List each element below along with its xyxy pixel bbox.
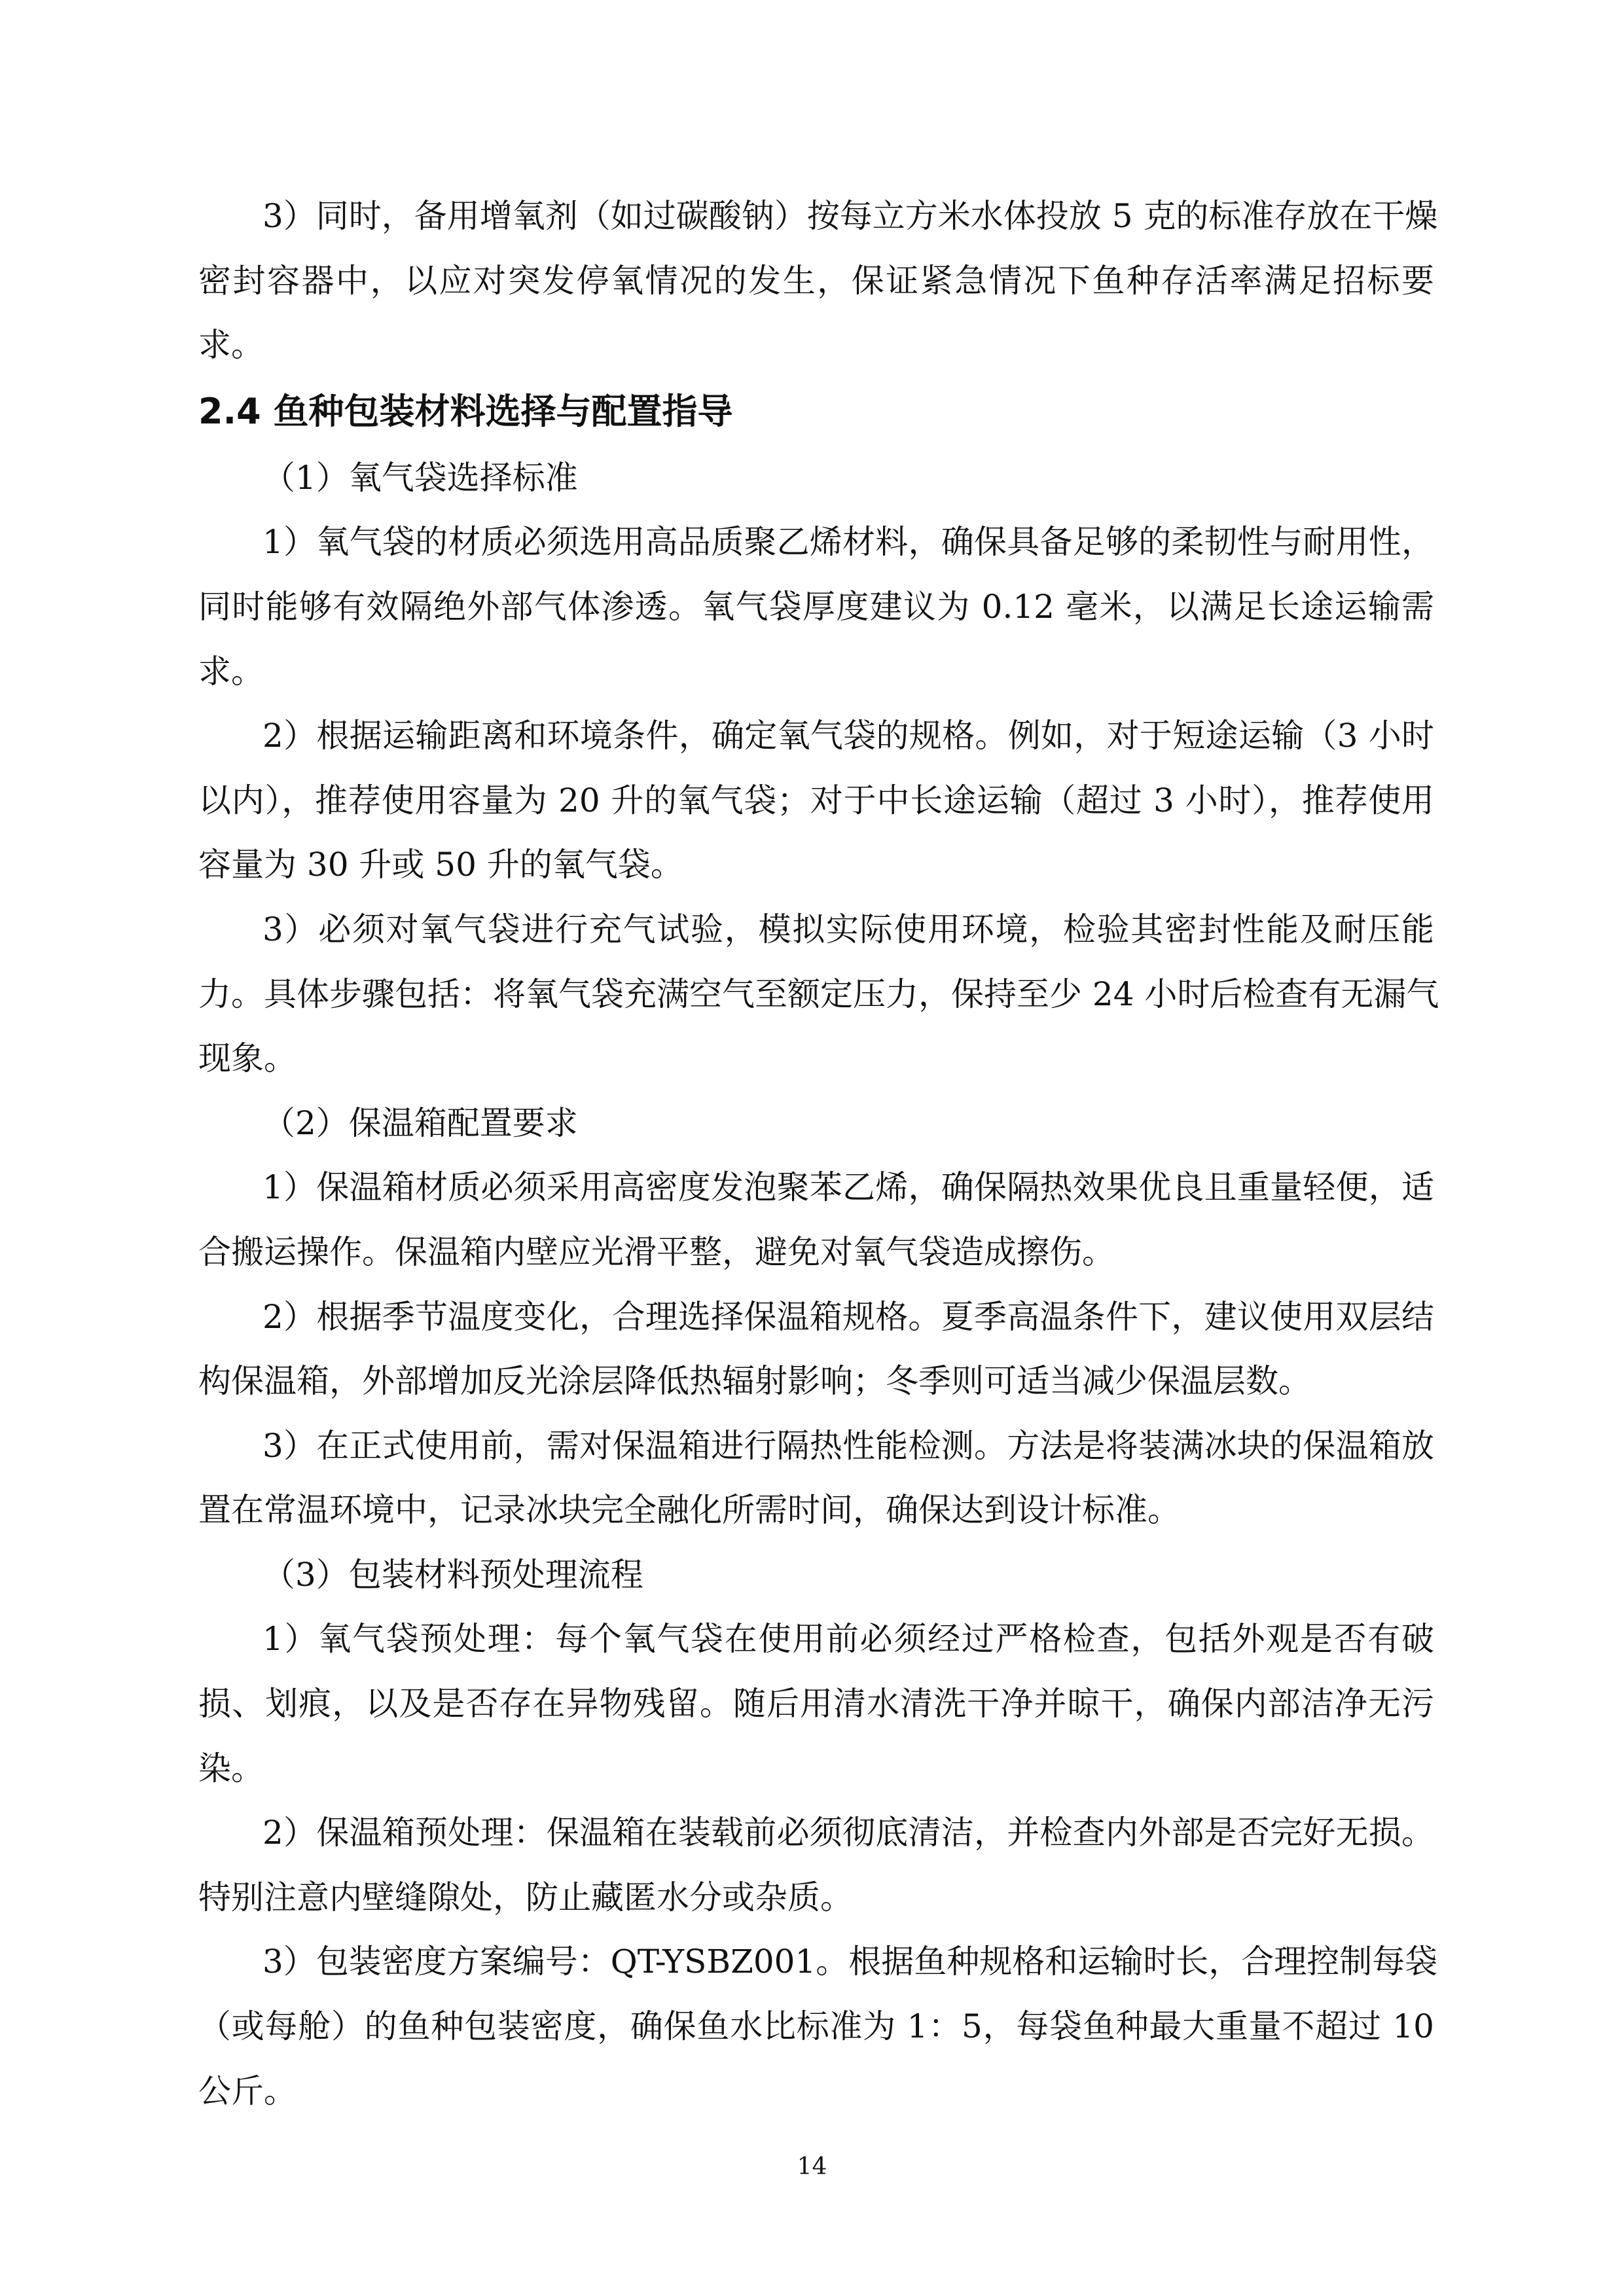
document-body <box>198 184 1439 2123</box>
paragraph <box>198 1285 1434 1414</box>
paragraph-line: （或每舱）的鱼种包装密度，确保鱼水比标准为 1：5，每袋鱼种最大重量不超过 10 <box>198 2007 1434 2046</box>
paragraph-line: 现象。 <box>198 1039 297 1078</box>
paragraph-line: 构保温箱，外部增加反光涂层降低热辐射影响；冬季则可适当减少保温层数。 <box>198 1362 1311 1401</box>
paragraph <box>198 1414 1434 1543</box>
paragraph-line: 置在常温环境中，记录冰块完全融化所需时间，确保达到设计标准。 <box>198 1491 1180 1530</box>
paragraph-line: 以内），推荐使用容量为 20 升的氧气袋；对于中长途运输（超过 3 小时），推荐使用 <box>198 781 1434 819</box>
paragraph-line: 力。具体步骤包括：将氧气袋充满空气至额定压力，保持至少 24 小时后检查有无漏气 <box>198 975 1439 1013</box>
paragraph-line: 3）同时，备用增氧剂（如过碳酸钠）按每立方米水体投放 5 克的标准存放在干燥 <box>262 197 1438 235</box>
paragraph <box>198 1607 1434 1801</box>
paragraph-line: 1）氧气袋的材质必须选用高品质聚乙烯材料，确保具备足够的柔韧性与耐用性， <box>262 523 1434 562</box>
paragraph-line: 特别注意内壁缝隙处，防止藏匿水分或杂质。 <box>198 1878 853 1916</box>
section-heading: 2.4 鱼种包装材料选择与配置指导 <box>198 390 733 432</box>
paragraph-line: 合搬运操作。保温箱内壁应光滑平整，避免对氧气袋造成擦伤。 <box>198 1232 1115 1271</box>
paragraph-line: 2）保温箱预处理：保温箱在装载前必须彻底清洁，并检查内外部是否完好无损。 <box>262 1814 1434 1852</box>
paragraph <box>198 184 1438 378</box>
paragraph-line: 2）根据运输距离和环境条件，确定氧气袋的规格。例如，对于短途运输（3 小时 <box>262 717 1434 755</box>
subsection-title: （1）氧气袋选择标准 <box>262 458 578 497</box>
paragraph <box>198 1155 1434 1284</box>
paragraph-line: 染。 <box>198 1749 264 1787</box>
paragraph <box>198 510 1434 704</box>
paragraph-line: 3）包装密度方案编号：QT-YSBZ001。根据鱼种规格和运输时长，合理控制每袋 <box>262 1943 1438 1981</box>
paragraph <box>198 1929 1438 2123</box>
page-number: 14 <box>797 2153 827 2180</box>
subsection-title: （3）包装材料预处理流程 <box>262 1555 643 1594</box>
subsection-title: （2）保温箱配置要求 <box>262 1103 578 1142</box>
paragraph <box>198 897 1439 1091</box>
paragraph <box>198 704 1434 897</box>
paragraph-line: 1）氧气袋预处理：每个氧气袋在使用前必须经过严格检查，包括外观是否有破 <box>262 1620 1434 1659</box>
paragraph-line: 求。 <box>198 652 264 691</box>
paragraph <box>198 1801 1434 1929</box>
paragraph-line: 损、划痕，以及是否存在异物残留。随后用清水清洗干净并晾干，确保内部洁净无污 <box>198 1685 1434 1723</box>
paragraph-line: 密封容器中，以应对突发停氧情况的发生，保证紧急情况下鱼种存活率满足招标要 <box>198 261 1434 300</box>
paragraph-line: 2）根据季节温度变化，合理选择保温箱规格。夏季高温条件下，建议使用双层结 <box>262 1297 1434 1336</box>
paragraph-line: 求。 <box>198 326 264 365</box>
paragraph-line: 公斤。 <box>198 2072 297 2110</box>
paragraph-line: 3）必须对氧气袋进行充气试验，模拟实际使用环境，检验其密封性能及耐压能 <box>262 910 1434 948</box>
paragraph-line: 容量为 30 升或 50 升的氧气袋。 <box>198 846 683 884</box>
paragraph-line: 1）保温箱材质必须采用高密度发泡聚苯乙烯，确保隔热效果优良且重量轻便，适 <box>262 1168 1434 1207</box>
paragraph-line: 3）在正式使用前，需对保温箱进行隔热性能检测。方法是将装满冰块的保温箱放 <box>262 1426 1434 1465</box>
paragraph-line: 同时能够有效隔绝外部气体渗透。氧气袋厚度建议为 0.12 毫米，以满足长途运输需 <box>198 587 1434 626</box>
